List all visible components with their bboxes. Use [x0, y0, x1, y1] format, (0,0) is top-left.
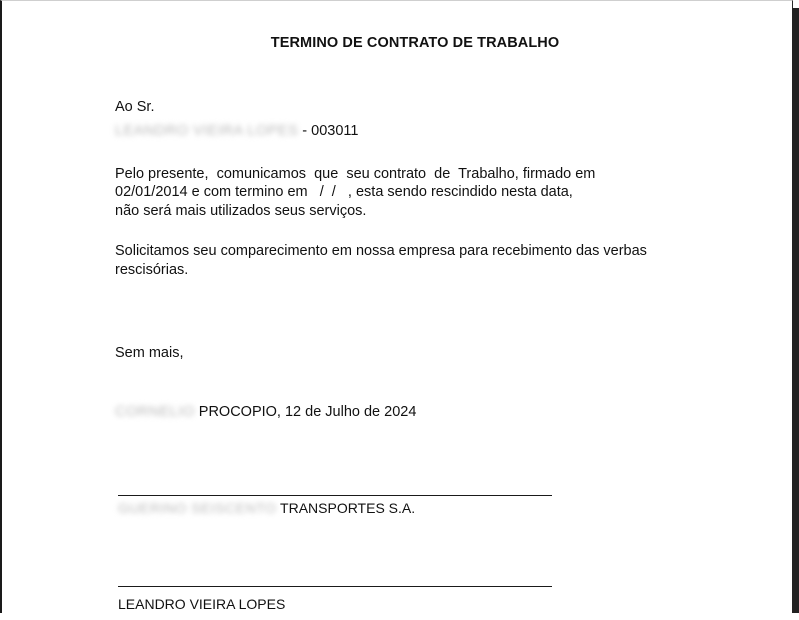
salutation: Ao Sr.	[115, 99, 155, 115]
page-bottom-edge	[0, 613, 799, 620]
closing: Sem mais,	[115, 345, 184, 361]
employee-code: - 003011	[298, 123, 359, 139]
employee-signature-line	[118, 586, 552, 587]
paragraph1-line3: não será mais utilizados seus serviços.	[115, 203, 367, 219]
paragraph1-line1: Pelo presente, comunicamos que seu contrato de Trabalho, firmado em	[115, 166, 596, 182]
document-title: TERMINO DE CONTRATO DE TRABALHO	[270, 35, 560, 51]
place-date-text: PROCOPIO, 12 de Julho de 2024	[194, 404, 417, 420]
redacted-company-name: GUERINO SEISCENTO	[118, 500, 277, 516]
company-signature-line	[118, 495, 552, 496]
page-shadow-right	[792, 8, 799, 620]
paragraph2-line1: Solicitamos seu comparecimento em nossa empresa para recebimento das verbas	[115, 243, 647, 259]
redacted-city: CORNELIO	[115, 404, 195, 420]
place-date-line	[115, 403, 416, 421]
paragraph1-line2: 02/01/2014 e com termino em / / , esta sendo rescindido nesta data,	[115, 184, 573, 200]
redacted-employee-name: LEANDRO VIEIRA LOPES	[115, 123, 299, 139]
company-signature-label	[118, 499, 415, 517]
employee-signature-label: LEANDRO VIEIRA LOPES	[118, 596, 286, 612]
employee-line	[115, 122, 358, 140]
company-name-suffix: TRANSPORTES S.A.	[276, 500, 416, 516]
paragraph2-line2: rescisórias.	[115, 262, 189, 278]
